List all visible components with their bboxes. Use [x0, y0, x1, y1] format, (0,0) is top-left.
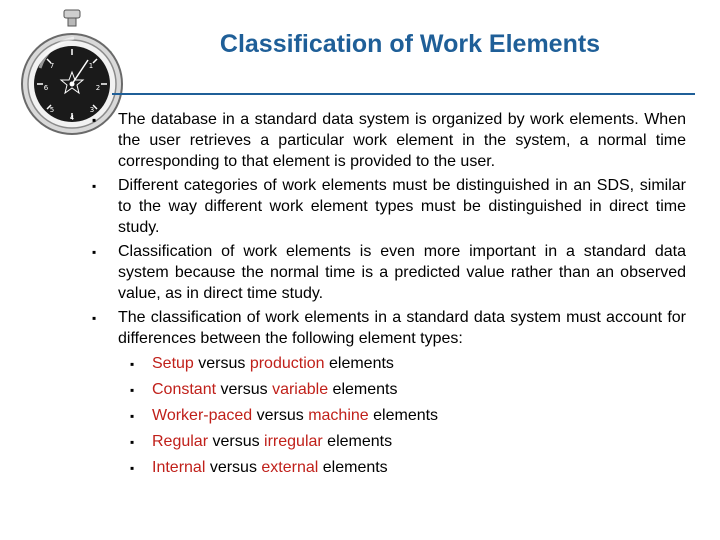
- sub-bullet-icon: [130, 360, 136, 367]
- svg-text:4: 4: [69, 114, 75, 122]
- bullet-text: The classification of work elements in a standard data system must account for differences between the following element types:: [118, 309, 686, 347]
- svg-text:1: 1: [88, 62, 94, 70]
- element-type-first: Constant: [152, 381, 217, 398]
- element-type-second: variable: [272, 381, 329, 398]
- bullet-icon: [92, 116, 98, 123]
- svg-text:7: 7: [49, 62, 55, 70]
- sub-bullet-icon: [130, 412, 136, 419]
- element-type-suffix: elements: [368, 407, 439, 424]
- sub-bullet-icon: [130, 386, 136, 393]
- bullet-item: [86, 109, 686, 172]
- slide-title: Classification of Work Elements: [219, 30, 601, 58]
- element-type-versus: versus: [193, 355, 250, 372]
- sub-bullet-icon: [130, 438, 136, 445]
- element-type-suffix: elements: [324, 355, 394, 372]
- svg-text:5: 5: [49, 106, 55, 114]
- element-type-first: Internal: [152, 459, 206, 476]
- element-type-second: production: [249, 355, 325, 372]
- bullet-item: [86, 175, 686, 238]
- element-type-item: [118, 457, 686, 478]
- element-type-versus: versus: [252, 407, 309, 424]
- element-type-second: irregular: [264, 433, 323, 450]
- element-type-list: [118, 353, 686, 478]
- element-type-versus: versus: [216, 381, 273, 398]
- bullet-text: The database in a standard data system is organized by work elements. When the user retrieves a particular work element in the system, a normal time corresponding to that element is provided to the user.: [118, 111, 686, 170]
- bullet-item: [86, 307, 686, 478]
- bullet-text: Different categories of work elements must be distinguished in an SDS, similar to the way different work element types must be distinguished in direct time study.: [118, 177, 686, 236]
- bullet-icon: [92, 248, 98, 255]
- element-type-first: Setup: [152, 355, 194, 372]
- element-type-item: [118, 353, 686, 374]
- element-type-item: [118, 379, 686, 400]
- svg-text:3: 3: [89, 106, 95, 114]
- svg-text:6: 6: [43, 84, 49, 92]
- element-type-item: [118, 431, 686, 452]
- title-divider: [112, 93, 695, 95]
- element-type-versus: versus: [208, 433, 265, 450]
- bullet-icon: [92, 314, 98, 321]
- element-type-suffix: elements: [328, 381, 398, 398]
- bullet-item: [86, 241, 686, 304]
- element-type-first: Regular: [152, 433, 209, 450]
- element-type-second: machine: [308, 407, 369, 424]
- element-type-suffix: elements: [318, 459, 388, 476]
- element-type-item: [118, 405, 686, 426]
- svg-text:2: 2: [95, 84, 101, 92]
- element-type-first: Worker-paced: [152, 407, 253, 424]
- sub-bullet-icon: [130, 464, 136, 471]
- element-type-suffix: elements: [322, 433, 393, 450]
- bullet-text: Classification of work elements is even more important in a standard data system because the normal time is a predicted value rather than an observed value, as in direct time study.: [118, 243, 686, 302]
- bullet-icon: [92, 182, 98, 189]
- bullet-list: [86, 109, 686, 483]
- element-type-second: external: [261, 459, 319, 476]
- element-type-versus: versus: [205, 459, 262, 476]
